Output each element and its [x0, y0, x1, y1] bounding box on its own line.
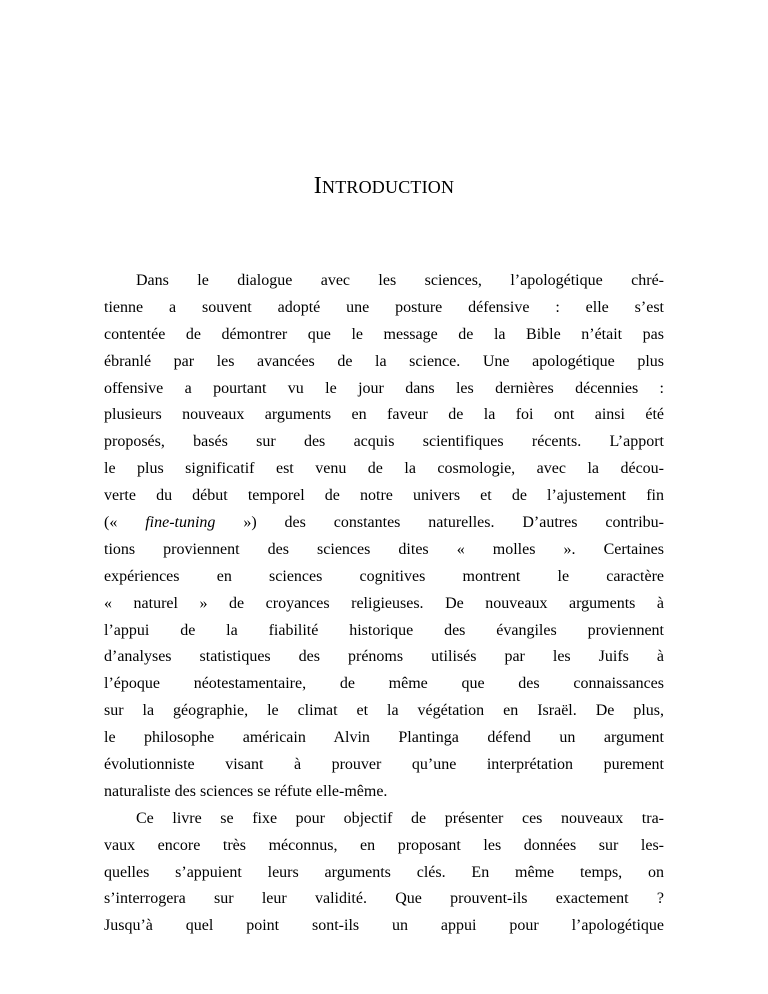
text-line: le philosophe américain Alvin Plantinga défend un argument [104, 729, 664, 747]
text-line: l’appui de la fiabilité historique des évangiles proviennent [104, 621, 664, 639]
text-line: ébranlé par les avancées de la science. Une apologétique plus [104, 352, 664, 370]
text-line: vaux encore très méconnus, en proposant les données sur les- [104, 836, 664, 854]
text-line: naturaliste des sciences se réfute elle-même. [104, 782, 388, 800]
text-line: plusieurs nouveaux arguments en faveur de la foi ont ainsi été [104, 406, 664, 424]
text-line: sur la géographie, le climat et la végétation en Israël. De plus, [104, 702, 664, 720]
text-line: « naturel » de croyances religieuses. De nouveaux arguments à [104, 594, 664, 612]
text-line: le plus significatif est venu de la cosmologie, avec la décou- [104, 460, 664, 478]
text-line: évolutionniste visant à prouver qu’une interprétation purement [104, 756, 664, 774]
heading-small-caps: NTRODUCTION [322, 177, 455, 197]
text-line: Dans le dialogue avec les sciences, l’apologétique chré- [136, 272, 664, 289]
text-fragment: (« [104, 514, 146, 532]
body-text [104, 272, 664, 944]
text-line: tienne a souvent adopté une posture défensive : elle s’est [104, 298, 664, 316]
text-line: verte du début temporel de notre univers et de l’ajustement fin [104, 487, 664, 505]
text-line: l’époque néotestamentaire, de même que des connaissances [104, 675, 664, 693]
text-line: s’interrogera sur leur validité. Que prouvent-ils exactement ? [104, 890, 664, 908]
text-line: Jusqu’à quel point sont-ils un appui pour l’apologétique [104, 917, 664, 935]
text-line-with-italic [104, 514, 664, 541]
text-line: offensive a pourtant vu le jour dans les dernières décennies : [104, 379, 664, 397]
chapter-heading [0, 172, 768, 201]
text-line: d’analyses statistiques des prénoms utilisés par les Juifs à [104, 648, 664, 666]
text-line: expériences en sciences cognitives montrent le caractère [104, 567, 664, 585]
heading-initial: I [313, 173, 322, 199]
italic-term: fine-tuning [145, 514, 216, 532]
text-line: contentée de démontrer que le message de la Bible n’était pas [104, 325, 664, 343]
text-fragment: ») des constantes naturelles. D’autres contribu- [215, 514, 665, 532]
text-line: proposés, basés sur des acquis scientifiques récents. L’apport [104, 433, 664, 451]
text-line: quelles s’appuient leurs arguments clés. En même temps, on [104, 863, 664, 881]
text-line: Ce livre se fixe pour objectif de présenter ces nouveaux tra- [136, 809, 664, 827]
text-line: tions proviennent des sciences dites « molles ». Certaines [104, 540, 664, 558]
